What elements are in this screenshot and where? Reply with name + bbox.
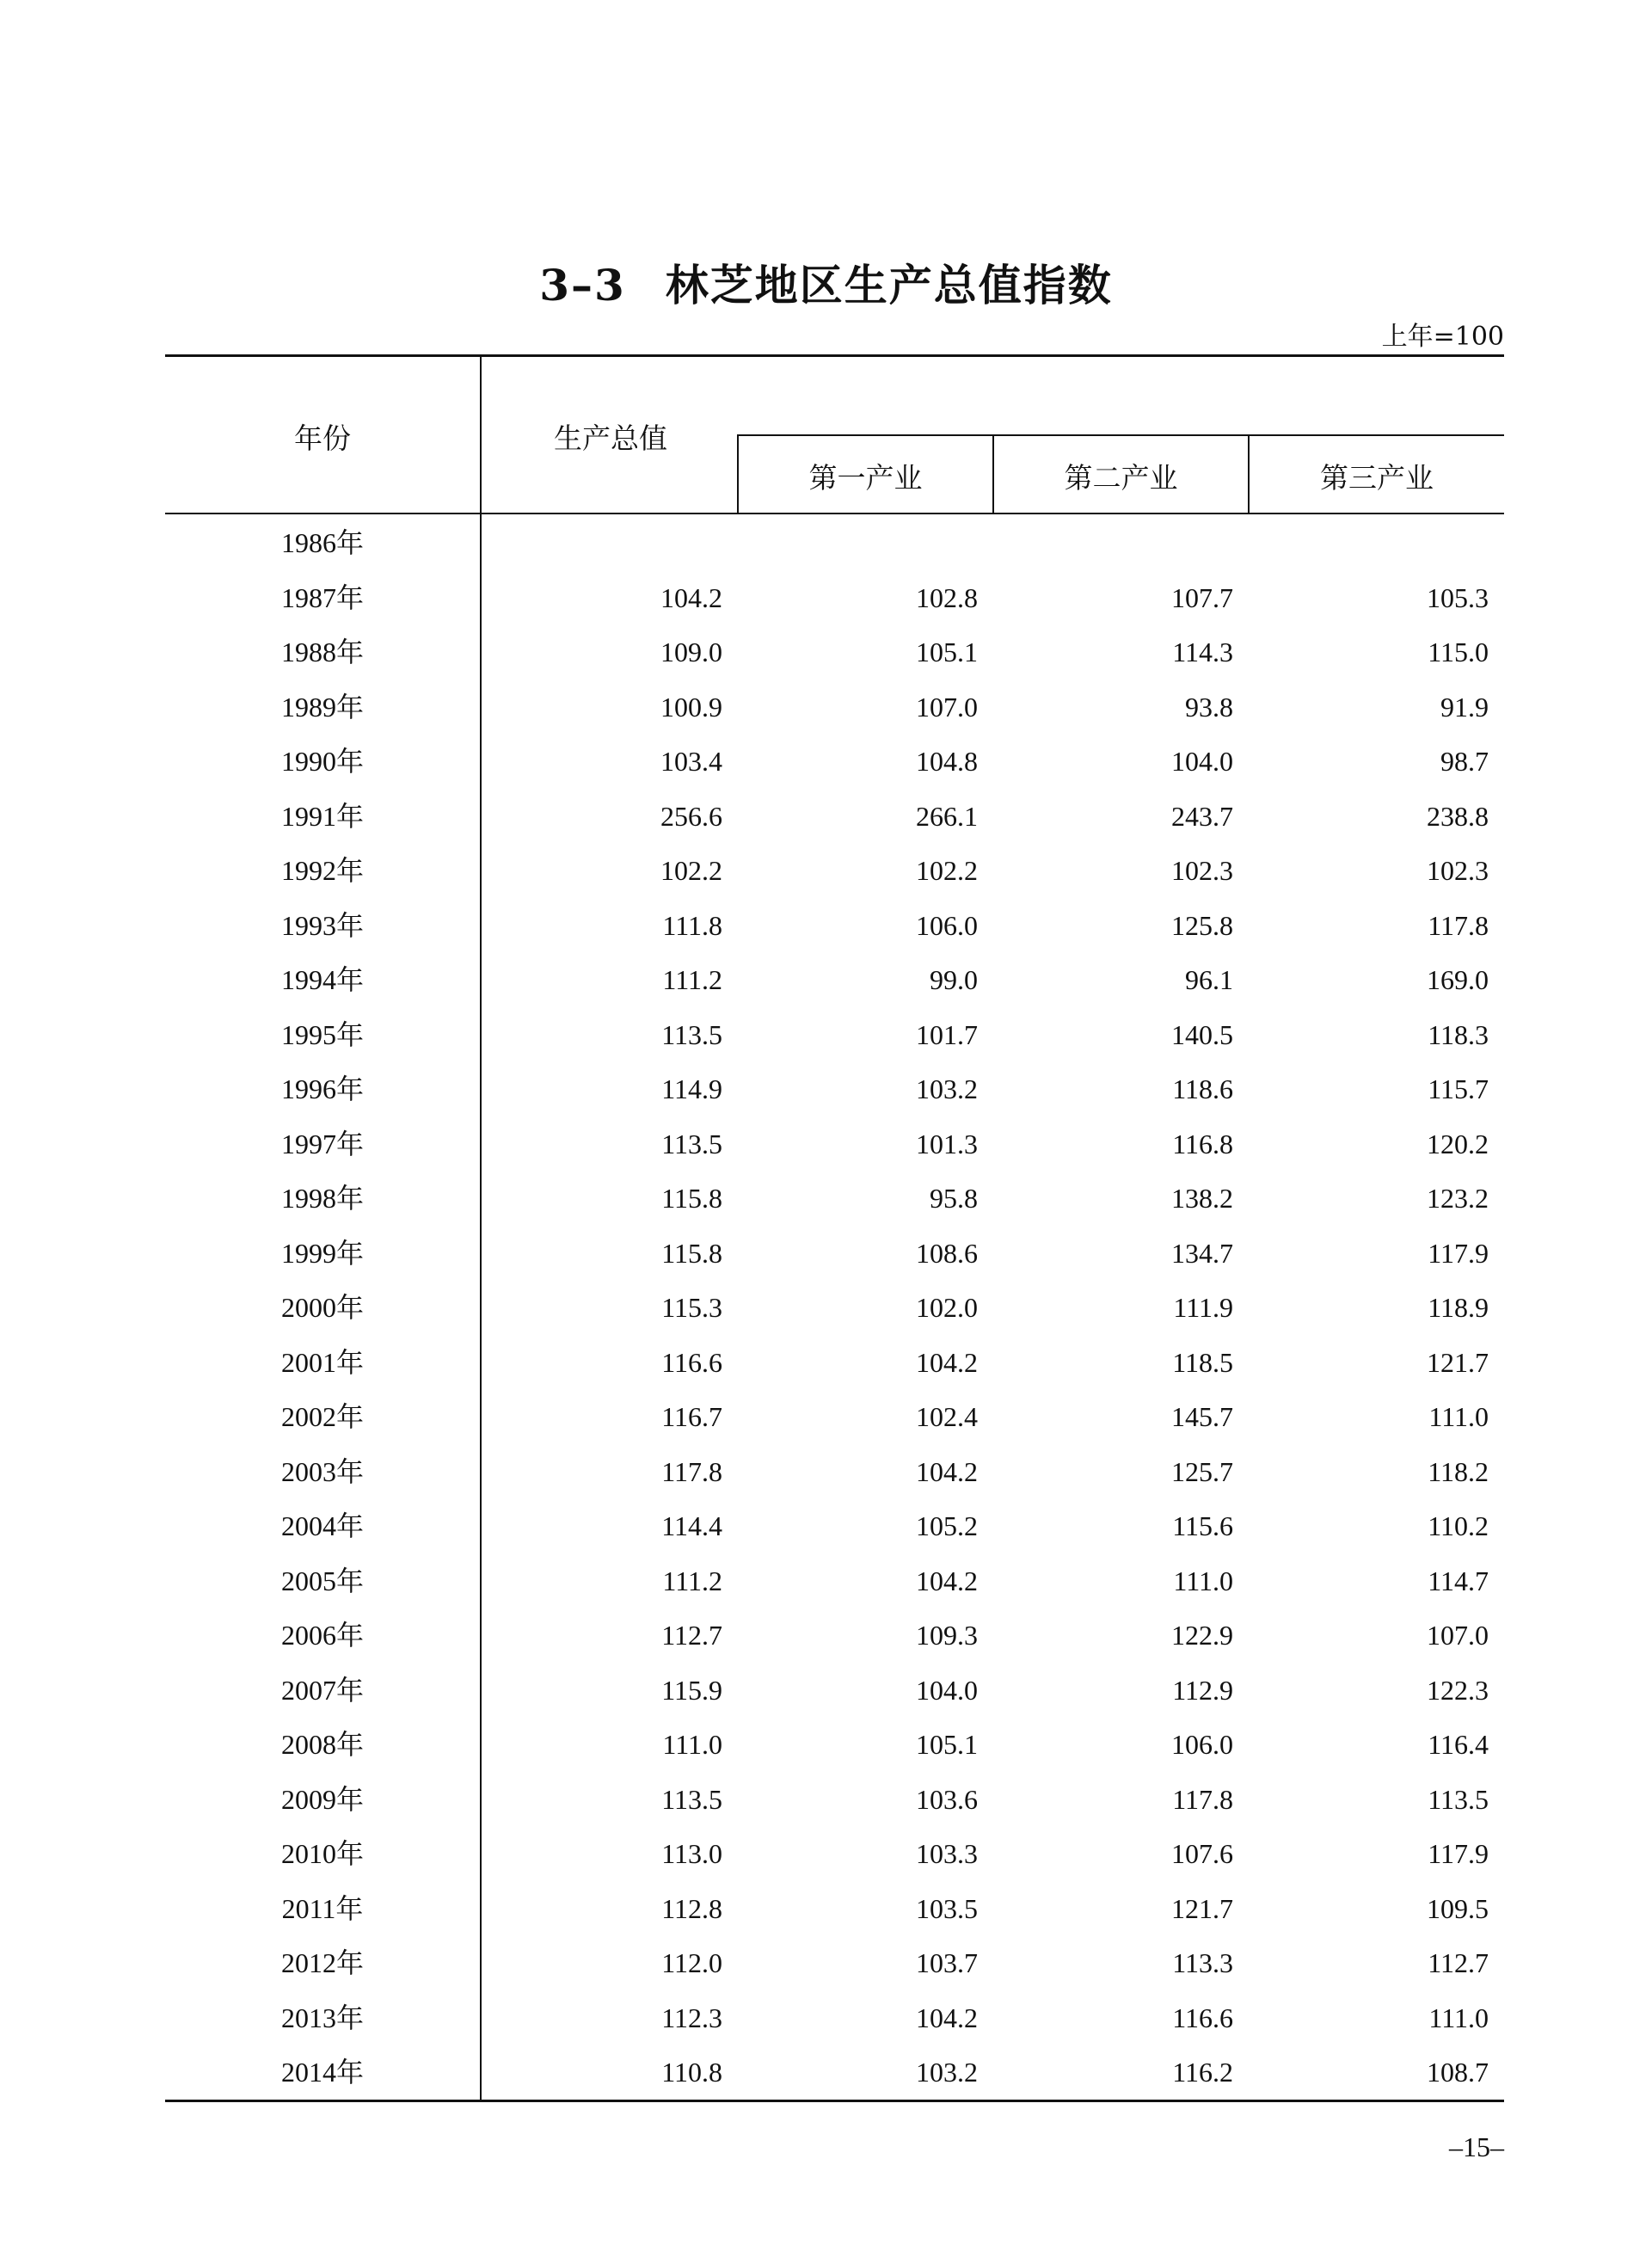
header-bottom-rule xyxy=(165,513,1504,514)
row-primary-industry: 266.1 xyxy=(916,800,978,832)
row-secondary-industry: 114.3 xyxy=(1172,637,1233,667)
row-gdp: 113.5 xyxy=(661,1018,722,1050)
row-primary-industry: 102.8 xyxy=(916,581,978,613)
row-gdp: 116.6 xyxy=(661,1346,722,1378)
table-row xyxy=(165,2045,1504,2100)
row-year: 2004年 xyxy=(280,1510,364,1541)
row-secondary-industry: 116.2 xyxy=(1172,2057,1233,2088)
table-row xyxy=(165,1445,1504,1499)
row-gdp: 256.6 xyxy=(660,800,722,832)
row-tertiary-industry: 115.7 xyxy=(1428,1073,1489,1104)
page-number: –15– xyxy=(1449,2131,1504,2162)
row-secondary-industry: 104.0 xyxy=(1171,746,1233,777)
row-gdp: 110.8 xyxy=(661,2057,722,2088)
table-row xyxy=(165,680,1504,735)
row-gdp: 116.7 xyxy=(661,1401,722,1432)
row-gdp: 111.2 xyxy=(662,1565,722,1596)
row-secondary-industry: 117.8 xyxy=(1172,1783,1233,1815)
row-primary-industry: 104.0 xyxy=(916,1674,978,1706)
row-primary-industry: 99.0 xyxy=(930,964,978,995)
row-gdp: 111.0 xyxy=(662,1729,722,1760)
row-primary-industry: 103.2 xyxy=(916,1073,978,1104)
table-title-text: 林芝地区生产总值指数 xyxy=(665,260,1113,311)
row-gdp: 109.0 xyxy=(660,637,722,667)
row-gdp: 114.4 xyxy=(661,1510,722,1541)
table-row xyxy=(165,1773,1504,1827)
row-tertiary-industry: 98.7 xyxy=(1440,746,1489,777)
row-year: 2009年 xyxy=(280,1783,364,1815)
table-row xyxy=(165,790,1504,844)
row-primary-industry: 107.0 xyxy=(916,691,978,723)
row-gdp: 112.0 xyxy=(661,1947,722,1978)
row-primary-industry: 108.6 xyxy=(916,1237,978,1269)
row-secondary-industry: 125.8 xyxy=(1171,909,1233,941)
row-year: 2007年 xyxy=(280,1674,364,1706)
row-tertiary-industry: 109.5 xyxy=(1427,1892,1489,1924)
table-row xyxy=(165,735,1504,789)
header-gdp: 生产总值 xyxy=(554,421,667,455)
table-row xyxy=(165,571,1504,625)
row-gdp: 117.8 xyxy=(661,1455,722,1487)
row-year: 1992年 xyxy=(280,855,364,886)
row-primary-industry: 104.8 xyxy=(916,746,978,777)
table-row xyxy=(165,1827,1504,1881)
row-secondary-industry: 121.7 xyxy=(1171,1892,1233,1924)
row-primary-industry: 104.2 xyxy=(916,1455,978,1487)
row-tertiary-industry: 105.3 xyxy=(1427,581,1489,613)
table-row xyxy=(165,1608,1504,1663)
header-secondary-industry: 第二产业 xyxy=(1064,461,1178,495)
row-tertiary-industry: 118.2 xyxy=(1428,1455,1489,1487)
row-tertiary-industry: 115.0 xyxy=(1428,637,1489,667)
subheader-top-rule xyxy=(737,434,1504,436)
row-primary-industry: 101.3 xyxy=(916,1128,978,1159)
table-row xyxy=(165,953,1504,1007)
row-tertiary-industry: 238.8 xyxy=(1427,800,1489,832)
row-primary-industry: 105.1 xyxy=(916,1729,978,1760)
header-year: 年份 xyxy=(294,421,351,455)
row-tertiary-industry: 111.0 xyxy=(1428,1401,1489,1432)
row-primary-industry: 103.5 xyxy=(916,1892,978,1924)
row-year: 1991年 xyxy=(280,800,364,832)
row-tertiary-industry: 114.7 xyxy=(1428,1565,1489,1596)
row-year: 2010年 xyxy=(280,1838,364,1869)
row-year: 2013年 xyxy=(280,2002,364,2033)
row-tertiary-industry: 102.3 xyxy=(1427,855,1489,886)
row-year: 2006年 xyxy=(280,1620,364,1651)
row-tertiary-industry: 117.8 xyxy=(1428,909,1489,941)
row-secondary-industry: 134.7 xyxy=(1171,1237,1233,1269)
row-primary-industry: 95.8 xyxy=(930,1183,978,1214)
row-secondary-industry: 113.3 xyxy=(1172,1947,1233,1978)
row-year: 1988年 xyxy=(280,637,364,667)
row-gdp: 114.9 xyxy=(661,1073,722,1104)
row-tertiary-industry: 112.7 xyxy=(1428,1947,1489,1978)
table-row xyxy=(165,1936,1504,1990)
table-row xyxy=(165,1882,1504,1936)
table-row xyxy=(165,1281,1504,1335)
table-number: 3–3 xyxy=(539,260,626,311)
row-secondary-industry: 106.0 xyxy=(1171,1729,1233,1760)
row-secondary-industry: 102.3 xyxy=(1171,855,1233,886)
row-secondary-industry: 111.9 xyxy=(1173,1292,1233,1323)
row-tertiary-industry: 120.2 xyxy=(1427,1128,1489,1159)
table-bottom-rule xyxy=(165,2100,1504,2102)
row-secondary-industry: 107.7 xyxy=(1171,581,1233,613)
table-row xyxy=(165,1008,1504,1062)
row-tertiary-industry: 107.0 xyxy=(1427,1620,1489,1651)
row-tertiary-industry: 113.5 xyxy=(1428,1783,1489,1815)
row-tertiary-industry: 108.7 xyxy=(1427,2057,1489,2088)
table-row xyxy=(165,1336,1504,1390)
row-secondary-industry: 116.8 xyxy=(1172,1128,1233,1159)
table-row xyxy=(165,1991,1504,2045)
header-primary-industry: 第一产业 xyxy=(808,461,923,495)
row-year: 1997年 xyxy=(280,1128,364,1159)
row-year: 1996年 xyxy=(280,1073,364,1104)
row-year: 2014年 xyxy=(280,2057,364,2088)
row-year: 2011年 xyxy=(281,1892,364,1924)
row-secondary-industry: 112.9 xyxy=(1172,1674,1233,1706)
row-year: 1994年 xyxy=(280,964,364,995)
row-gdp: 115.3 xyxy=(661,1292,722,1323)
row-gdp: 100.9 xyxy=(660,691,722,723)
row-gdp: 115.9 xyxy=(661,1674,722,1706)
row-tertiary-industry: 117.9 xyxy=(1428,1838,1489,1869)
row-tertiary-industry: 169.0 xyxy=(1427,964,1489,995)
table-row xyxy=(165,516,1504,570)
row-gdp: 102.2 xyxy=(660,855,722,886)
row-secondary-industry: 145.7 xyxy=(1171,1401,1233,1432)
row-secondary-industry: 115.6 xyxy=(1172,1510,1233,1541)
row-tertiary-industry: 91.9 xyxy=(1440,691,1489,723)
row-year: 2005年 xyxy=(280,1565,364,1596)
table-row xyxy=(165,1172,1504,1226)
row-secondary-industry: 107.6 xyxy=(1171,1838,1233,1869)
row-secondary-industry: 111.0 xyxy=(1173,1565,1233,1596)
row-gdp: 112.7 xyxy=(661,1620,722,1651)
row-year: 2001年 xyxy=(280,1346,364,1378)
row-secondary-industry: 96.1 xyxy=(1185,964,1233,995)
row-primary-industry: 103.7 xyxy=(916,1947,978,1978)
row-year: 1999年 xyxy=(280,1237,364,1269)
row-year: 1998年 xyxy=(280,1183,364,1214)
row-tertiary-industry: 118.9 xyxy=(1428,1292,1489,1323)
row-primary-industry: 109.3 xyxy=(916,1620,978,1651)
row-primary-industry: 105.1 xyxy=(916,637,978,667)
table-row xyxy=(165,1390,1504,1444)
row-tertiary-industry: 121.7 xyxy=(1427,1346,1489,1378)
unit-note: 上年=100 xyxy=(1381,322,1504,352)
row-gdp: 115.8 xyxy=(661,1237,722,1269)
row-gdp: 113.5 xyxy=(661,1128,722,1159)
header-tertiary-industry: 第三产业 xyxy=(1320,461,1434,495)
row-gdp: 103.4 xyxy=(660,746,722,777)
row-secondary-industry: 118.5 xyxy=(1172,1346,1233,1378)
row-primary-industry: 105.2 xyxy=(916,1510,978,1541)
row-tertiary-industry: 117.9 xyxy=(1428,1237,1489,1269)
row-primary-industry: 102.0 xyxy=(916,1292,978,1323)
row-primary-industry: 106.0 xyxy=(916,909,978,941)
table-row xyxy=(165,1117,1504,1172)
row-primary-industry: 101.7 xyxy=(916,1018,978,1050)
row-secondary-industry: 138.2 xyxy=(1171,1183,1233,1214)
row-primary-industry: 103.2 xyxy=(916,2057,978,2088)
row-gdp: 112.8 xyxy=(661,1892,722,1924)
row-primary-industry: 102.2 xyxy=(916,855,978,886)
table-row xyxy=(165,899,1504,953)
row-primary-industry: 103.3 xyxy=(916,1838,978,1869)
row-tertiary-industry: 123.2 xyxy=(1427,1183,1489,1214)
row-secondary-industry: 125.7 xyxy=(1171,1455,1233,1487)
row-year: 2008年 xyxy=(280,1729,364,1760)
row-year: 2002年 xyxy=(280,1401,364,1432)
row-primary-industry: 102.4 xyxy=(916,1401,978,1432)
row-year: 1986年 xyxy=(280,527,364,558)
row-primary-industry: 103.6 xyxy=(916,1783,978,1815)
table-row xyxy=(165,1227,1504,1281)
table-row xyxy=(165,1664,1504,1718)
table-row xyxy=(165,1062,1504,1116)
table-row xyxy=(165,1554,1504,1608)
row-secondary-industry: 243.7 xyxy=(1171,800,1233,832)
row-year: 1993年 xyxy=(280,909,364,941)
row-tertiary-industry: 116.4 xyxy=(1428,1729,1489,1760)
row-gdp: 113.0 xyxy=(661,1838,722,1869)
table-top-rule xyxy=(165,354,1504,357)
row-gdp: 115.8 xyxy=(661,1183,722,1214)
row-tertiary-industry: 111.0 xyxy=(1428,2002,1489,2033)
row-year: 2000年 xyxy=(280,1292,364,1323)
table-row xyxy=(165,1499,1504,1553)
row-year: 1995年 xyxy=(280,1018,364,1050)
row-secondary-industry: 93.8 xyxy=(1185,691,1233,723)
row-gdp: 111.2 xyxy=(662,964,722,995)
row-primary-industry: 104.2 xyxy=(916,2002,978,2033)
table-row xyxy=(165,844,1504,898)
row-primary-industry: 104.2 xyxy=(916,1565,978,1596)
row-secondary-industry: 122.9 xyxy=(1171,1620,1233,1651)
row-secondary-industry: 140.5 xyxy=(1171,1018,1233,1050)
row-gdp: 104.2 xyxy=(660,581,722,613)
row-secondary-industry: 116.6 xyxy=(1172,2002,1233,2033)
page-title xyxy=(0,251,1652,313)
row-year: 2012年 xyxy=(280,1947,364,1978)
row-secondary-industry: 118.6 xyxy=(1172,1073,1233,1104)
row-tertiary-industry: 118.3 xyxy=(1428,1018,1489,1050)
row-year: 1989年 xyxy=(280,691,364,723)
row-year: 2003年 xyxy=(280,1455,364,1487)
row-gdp: 112.3 xyxy=(661,2002,722,2033)
table-row xyxy=(165,625,1504,680)
row-gdp: 113.5 xyxy=(661,1783,722,1815)
row-primary-industry: 104.2 xyxy=(916,1346,978,1378)
row-year: 1987年 xyxy=(280,581,364,613)
row-tertiary-industry: 110.2 xyxy=(1428,1510,1489,1541)
table-row xyxy=(165,1718,1504,1772)
row-year: 1990年 xyxy=(280,746,364,777)
row-tertiary-industry: 122.3 xyxy=(1427,1674,1489,1706)
row-gdp: 111.8 xyxy=(662,909,722,941)
